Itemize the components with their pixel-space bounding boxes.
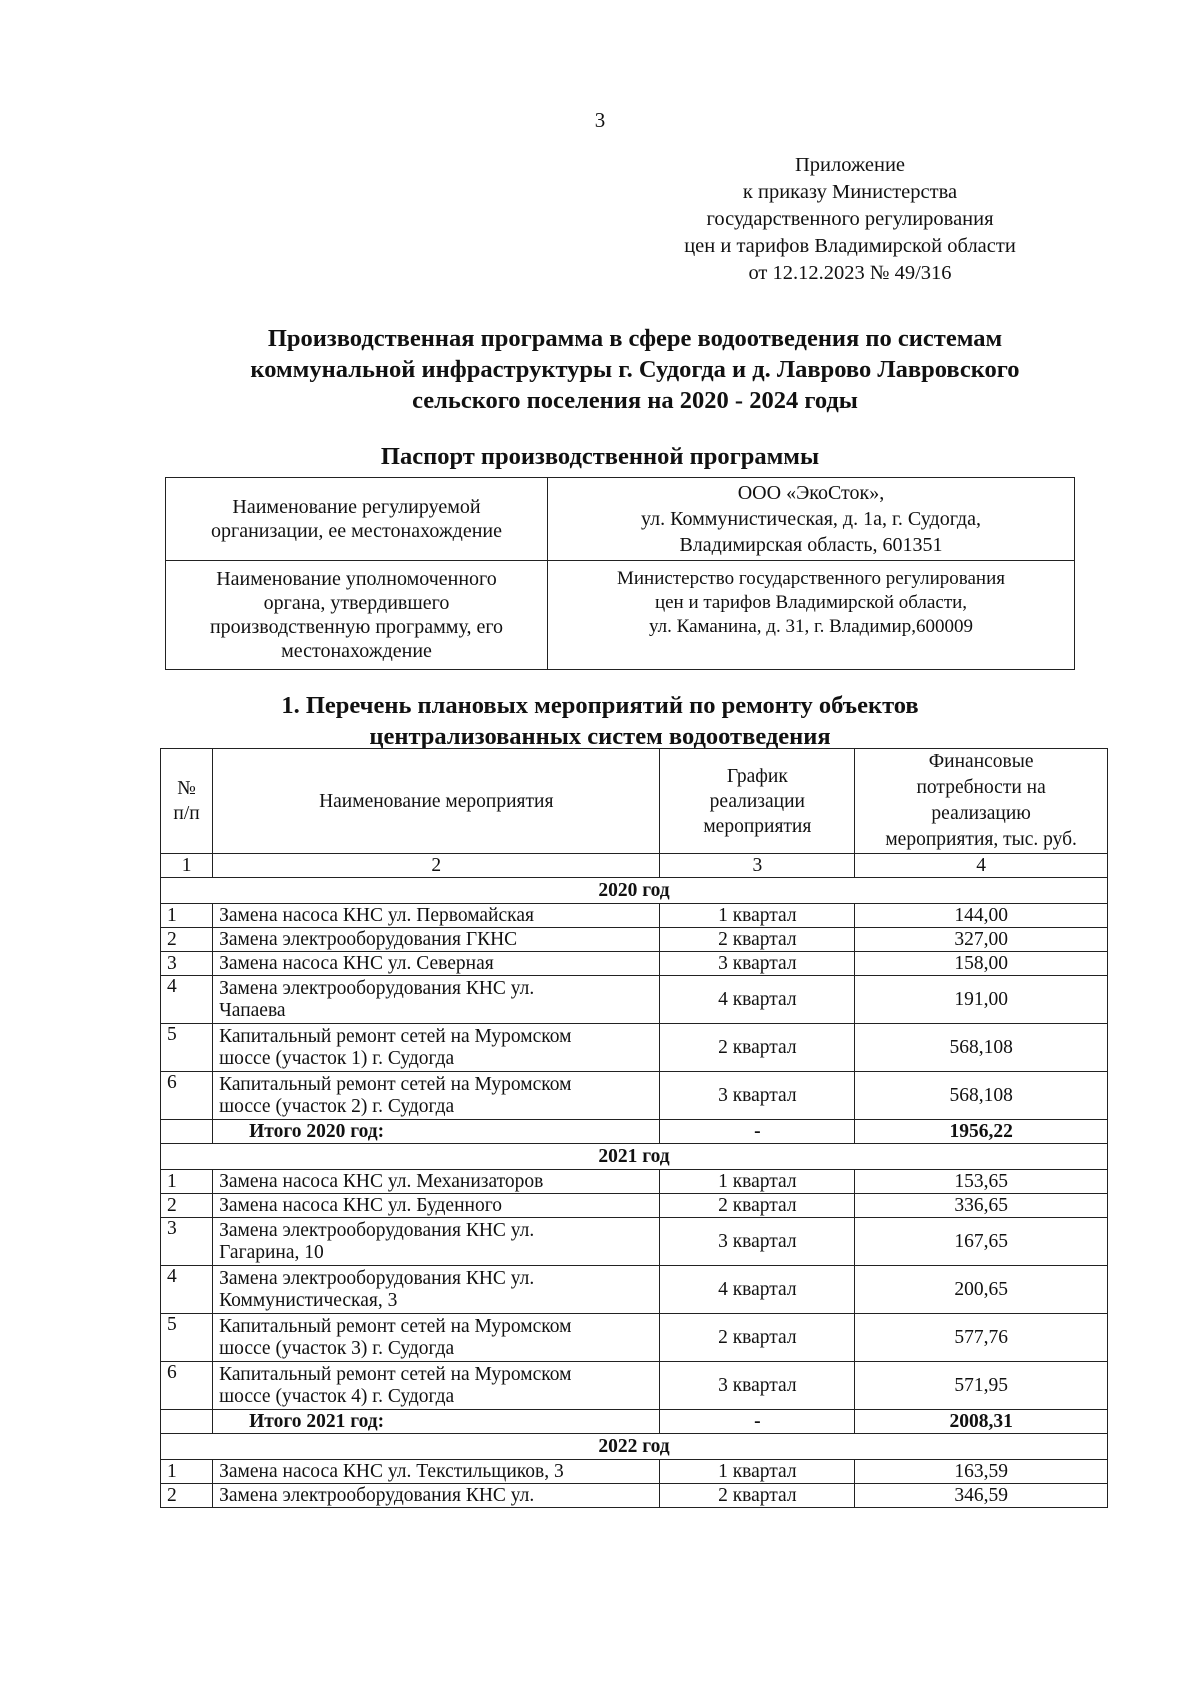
measure-name-line: Замена насоса КНС ул. Механизаторов [219,1170,544,1192]
measure-name-line: Замена электрооборудования КНС ул. [219,1267,535,1289]
measure-name-line: Гагарина, 10 [219,1241,324,1263]
row-number: 3 [161,1218,213,1266]
passport-label-line: органа, утвердившего [263,592,450,614]
measure-finance: 346,59 [855,1484,1108,1508]
table-header-row [161,749,1108,854]
measures-table [160,748,1108,1508]
measure-name-line: Капитальный ремонт сетей на Муромском [219,1315,572,1337]
table-row [161,928,1108,952]
measure-name-line: Замена электрооборудования ГКНС [219,928,518,950]
measure-schedule: 1 квартал [660,1170,855,1194]
column-number: 2 [213,854,660,878]
row-number: 6 [161,1362,213,1410]
measure-finance: 167,65 [855,1218,1108,1266]
measure-schedule: 1 квартал [660,904,855,928]
measure-name [213,1218,660,1266]
appendix-line: цен и тарифов Владимирской области [684,235,1016,257]
measure-name-line: Капитальный ремонт сетей на Муромском [219,1363,572,1385]
year-label: 2021 год [161,1144,1108,1170]
header-schedule-line: График [726,765,788,787]
passport-value-line: Владимирская область, 601351 [679,534,943,556]
table-row [161,1266,1108,1314]
header-finance-line: Финансовые [928,751,1034,772]
measure-finance: 163,59 [855,1460,1108,1484]
section-1-title [140,690,1060,752]
measure-name [213,1024,660,1072]
year-header-row [161,878,1108,904]
document-title [180,323,1090,416]
header-finance-line: мероприятия, тыс. руб. [885,829,1077,850]
passport-value-line: Министерство государственного регулирования [617,568,1005,589]
header-finance-line: потребности на [916,777,1046,798]
appendix-line: к приказу Министерства [742,181,958,203]
header-num-line: п/п [173,803,200,824]
row-number: 5 [161,1314,213,1362]
row-number: 2 [161,1194,213,1218]
table-row [161,952,1108,976]
measure-finance: 158,00 [855,952,1108,976]
row-number: 2 [161,928,213,952]
measure-name [213,1362,660,1410]
measure-name-line: шоссе (участок 3) г. Судогда [219,1337,455,1359]
passport-value-cell [548,561,1075,670]
column-number: 1 [161,854,213,878]
total-finance: 2008,31 [855,1410,1108,1434]
year-header-row [161,1144,1108,1170]
header-finance-line: реализацию [931,803,1031,824]
row-number: 1 [161,1460,213,1484]
column-numbers-row [161,854,1108,878]
table-row [161,904,1108,928]
table-row [161,1460,1108,1484]
measure-name-line: Капитальный ремонт сетей на Муромском [219,1025,572,1047]
measure-schedule: 2 квартал [660,1314,855,1362]
measure-finance: 568,108 [855,1024,1108,1072]
table-row [161,1170,1108,1194]
passport-row-organization [166,478,1075,561]
measure-schedule: 2 квартал [660,1024,855,1072]
measure-name-line: Капитальный ремонт сетей на Муромском [219,1073,572,1095]
row-number: 1 [161,904,213,928]
title-line: коммунальной инфраструктуры г. Судогда и д. Лаврово Лавровского [250,356,1020,383]
row-number: 6 [161,1072,213,1120]
measure-finance: 336,65 [855,1194,1108,1218]
passport-row-authority [166,561,1075,670]
row-number: 4 [161,1266,213,1314]
table-row [161,1072,1108,1120]
year-header-row [161,1434,1108,1460]
measure-finance: 571,95 [855,1362,1108,1410]
measure-name-line: Замена электрооборудования КНС ул. [219,1219,535,1241]
total-num-cell [161,1120,213,1144]
measure-name-line: Замена электрооборудования КНС ул. [219,977,535,999]
row-number: 1 [161,1170,213,1194]
measure-name-line: Чапаева [219,999,286,1021]
title-line: сельского поселения на 2020 - 2024 годы [412,387,858,414]
header-num-line: № [177,778,196,799]
passport-label-cell [166,561,548,670]
appendix-block [650,152,1050,287]
row-number: 3 [161,952,213,976]
measure-name-line: Замена насоса КНС ул. Текстильщиков, 3 [219,1460,564,1482]
measure-name-line: Замена насоса КНС ул. Буденного [219,1194,502,1216]
passport-value-line: цен и тарифов Владимирской области, [654,592,968,613]
table-row [161,1218,1108,1266]
measure-schedule: 4 квартал [660,1266,855,1314]
total-schedule: - [660,1410,855,1434]
measure-name [213,904,660,928]
measure-name [213,1170,660,1194]
measure-schedule: 3 квартал [660,1362,855,1410]
passport-label-line: производственную программу, его [209,616,504,638]
passport-label-line: Наименование уполномоченного [216,568,497,590]
measure-name [213,952,660,976]
measure-name-line: шоссе (участок 4) г. Судогда [219,1385,455,1407]
total-schedule: - [660,1120,855,1144]
total-label: Итого 2021 год: [213,1410,660,1434]
measure-name [213,1194,660,1218]
header-schedule-line: мероприятия [703,815,812,837]
table-row [161,1484,1108,1508]
measure-finance: 191,00 [855,976,1108,1024]
measure-finance: 153,65 [855,1170,1108,1194]
measure-schedule: 3 квартал [660,1218,855,1266]
passport-label-line: местонахождение [281,640,432,662]
passport-label-cell [166,478,548,561]
measure-name [213,1072,660,1120]
measure-name-line: Замена насоса КНС ул. Северная [219,952,494,974]
header-name: Наименование мероприятия [213,749,660,854]
measure-schedule: 4 квартал [660,976,855,1024]
year-label: 2022 год [161,1434,1108,1460]
total-finance: 1956,22 [855,1120,1108,1144]
measure-schedule: 1 квартал [660,1460,855,1484]
measure-schedule: 2 квартал [660,1194,855,1218]
table-row [161,1194,1108,1218]
passport-label-line: организации, ее местонахождение [211,520,502,542]
passport-value-line: ул. Каманина, д. 31, г. Владимир,600009 [649,616,973,637]
measure-name [213,1460,660,1484]
section-title-line: 1. Перечень плановых мероприятий по ремонту объектов [281,692,919,719]
section-title-line: централизованных систем водоотведения [369,723,831,750]
measure-name-line: шоссе (участок 2) г. Судогда [219,1095,455,1117]
title-line: Производственная программа в сфере водоотведения по системам [267,325,1003,352]
header-schedule [660,749,855,854]
measure-name [213,1314,660,1362]
header-schedule-line: реализации [709,790,805,812]
page-number: 3 [594,108,606,132]
measure-name-line: Коммунистическая, 3 [219,1289,398,1311]
total-row [161,1120,1108,1144]
measure-name-line: Замена насоса КНС ул. Первомайская [219,904,534,926]
total-label: Итого 2020 год: [213,1120,660,1144]
measure-finance: 200,65 [855,1266,1108,1314]
table-row [161,976,1108,1024]
measure-name [213,976,660,1024]
measure-schedule: 3 квартал [660,1072,855,1120]
measure-name [213,1266,660,1314]
appendix-line: от 12.12.2023 № 49/316 [748,262,952,284]
measure-name [213,1484,660,1508]
measure-schedule: 3 квартал [660,952,855,976]
column-number: 4 [855,854,1108,878]
measure-name-line: шоссе (участок 1) г. Судогда [219,1047,455,1069]
header-finance [855,749,1108,854]
row-number: 4 [161,976,213,1024]
measure-name-line: Замена электрооборудования КНС ул. [219,1484,535,1506]
total-num-cell [161,1410,213,1434]
passport-table [165,477,1075,670]
passport-title: Паспорт производственной программы [380,443,820,470]
passport-value-cell [548,478,1075,561]
table-row [161,1362,1108,1410]
passport-value-line: ООО «ЭкоСток», [737,482,885,504]
measure-finance: 327,00 [855,928,1108,952]
measure-finance: 577,76 [855,1314,1108,1362]
row-number: 2 [161,1484,213,1508]
row-number: 5 [161,1024,213,1072]
header-num [161,749,213,854]
measure-schedule: 2 квартал [660,928,855,952]
measure-schedule: 2 квартал [660,1484,855,1508]
column-number: 3 [660,854,855,878]
year-label: 2020 год [161,878,1108,904]
total-row [161,1410,1108,1434]
passport-value-line: ул. Коммунистическая, д. 1а, г. Судогда, [641,508,981,530]
appendix-line: государственного регулирования [706,208,994,230]
appendix-line: Приложение [794,154,906,176]
table-row [161,1024,1108,1072]
passport-label-line: Наименование регулируемой [232,496,481,518]
measure-finance: 568,108 [855,1072,1108,1120]
table-row [161,1314,1108,1362]
measure-finance: 144,00 [855,904,1108,928]
measure-name [213,928,660,952]
